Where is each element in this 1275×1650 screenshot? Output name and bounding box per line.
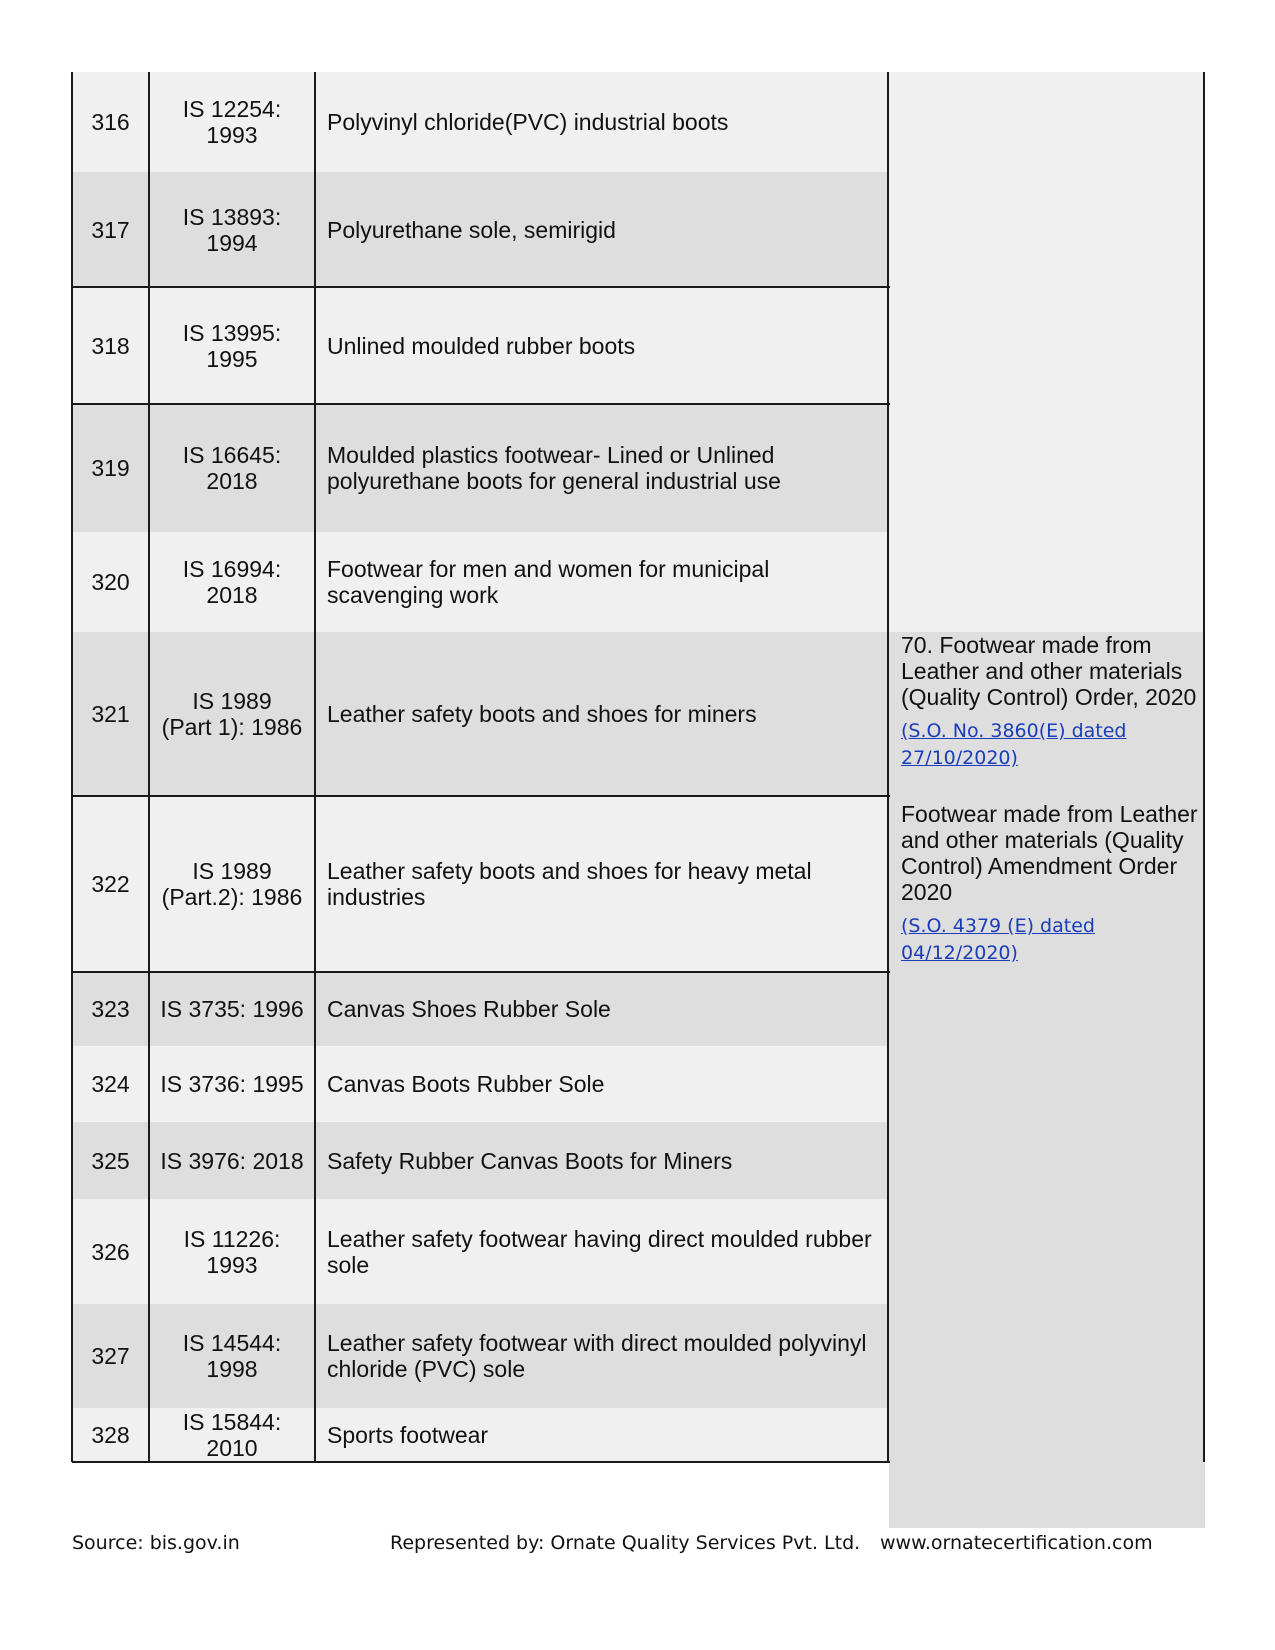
standard-code: IS 13893: 1994 xyxy=(182,203,282,256)
standard-code: IS 1989 (Part.2): 1986 xyxy=(161,858,303,910)
product-description: Canvas Boots Rubber Sole xyxy=(327,1071,605,1097)
row-number: 327 xyxy=(91,1343,130,1369)
amendment-note xyxy=(901,801,1201,967)
standard-code: IS 14544: 1998 xyxy=(182,1330,282,1382)
row-number: 320 xyxy=(91,569,130,595)
product-description: Leather safety footwear having direct moulded rubber sole xyxy=(327,1225,872,1278)
product-description: Polyvinyl chloride(PVC) industrial boots xyxy=(327,109,729,135)
row-number: 323 xyxy=(91,996,130,1022)
standard-code: IS 1989 (Part 1): 1986 xyxy=(161,688,303,740)
standard-code: IS 3736: 1995 xyxy=(160,1071,304,1097)
column-divider xyxy=(314,72,316,1462)
order-note xyxy=(901,632,1201,772)
table-row xyxy=(72,404,888,532)
table-row xyxy=(72,72,888,172)
row-divider xyxy=(72,286,890,288)
table-row xyxy=(72,532,888,632)
table-row xyxy=(72,1199,888,1304)
table-border-right xyxy=(1203,72,1205,1462)
row-number: 318 xyxy=(91,332,130,359)
column-divider xyxy=(148,72,150,1462)
row-number: 319 xyxy=(91,455,130,481)
table-row xyxy=(72,1122,888,1199)
standard-code: IS 3735: 1996 xyxy=(160,996,304,1022)
product-description: Polyurethane sole, semirigid xyxy=(327,216,616,243)
order-title: 70. Footwear made from Leather and other materials (Quality Control) Order, 2020 xyxy=(901,632,1197,710)
product-description: Leather safety boots and shoes for miners xyxy=(327,701,757,727)
table-row xyxy=(72,1046,888,1122)
amendment-link[interactable]: (S.O. 4379 (E) dated 04/12/2020) xyxy=(901,915,1095,964)
table-row xyxy=(72,1304,888,1408)
row-number: 325 xyxy=(91,1147,130,1174)
row-number: 317 xyxy=(91,216,130,243)
table-border-bottom xyxy=(72,1461,890,1463)
row-number: 328 xyxy=(91,1422,130,1448)
table-row xyxy=(72,632,888,796)
product-description: Canvas Shoes Rubber Sole xyxy=(327,996,611,1022)
standard-code: IS 16645: 2018 xyxy=(182,442,282,494)
table-row xyxy=(72,972,888,1046)
standard-code: IS 11226: 1993 xyxy=(183,1225,281,1278)
row-divider xyxy=(72,403,890,405)
column-divider xyxy=(887,72,889,1462)
product-description: Footwear for men and women for municipal scavenging work xyxy=(327,556,770,608)
product-description: Leather safety footwear with direct moulded polyvinyl chloride (PVC) sole xyxy=(327,1330,867,1382)
table-row xyxy=(72,1408,888,1462)
row-number: 316 xyxy=(91,109,130,135)
product-description: Moulded plastics footwear- Lined or Unlined polyurethane boots for general industrial use xyxy=(327,442,781,494)
product-description: Safety Rubber Canvas Boots for Miners xyxy=(327,1147,733,1174)
product-description: Leather safety boots and shoes for heavy metal industries xyxy=(327,858,812,910)
table-row xyxy=(72,796,888,972)
footer-website: www.ornatecertification.com xyxy=(880,1532,1153,1554)
row-number: 326 xyxy=(91,1238,130,1265)
row-number: 321 xyxy=(91,701,130,727)
row-number: 324 xyxy=(91,1071,130,1097)
standards-table xyxy=(72,72,1205,1528)
row-number: 322 xyxy=(91,871,130,897)
footer-source: Source: bis.gov.in xyxy=(72,1532,240,1554)
row-divider xyxy=(72,795,890,797)
standard-code: IS 16994: 2018 xyxy=(182,556,282,608)
order-link[interactable]: (S.O. No. 3860(E) dated 27/10/2020) xyxy=(901,720,1127,769)
page-footer xyxy=(72,1528,1205,1562)
table-border-left xyxy=(71,72,73,1462)
table-row xyxy=(72,287,888,404)
product-description: Unlined moulded rubber boots xyxy=(327,332,636,359)
footer-represented: Represented by: Ornate Quality Services Pvt. Ltd. xyxy=(390,1532,861,1554)
product-description: Sports footwear xyxy=(327,1422,489,1448)
standard-code: IS 3976: 2018 xyxy=(160,1147,304,1174)
standard-code: IS 13995: 1995 xyxy=(182,319,282,372)
row-divider xyxy=(72,971,890,973)
amendment-title: Footwear made from Leather and other materials (Quality Control) Amendment Order 2020 xyxy=(901,801,1198,905)
table-row xyxy=(72,172,888,287)
standard-code: IS 15844: 2010 xyxy=(182,1409,282,1461)
order-column-top xyxy=(889,72,1205,632)
standard-code: IS 12254: 1993 xyxy=(182,96,282,148)
